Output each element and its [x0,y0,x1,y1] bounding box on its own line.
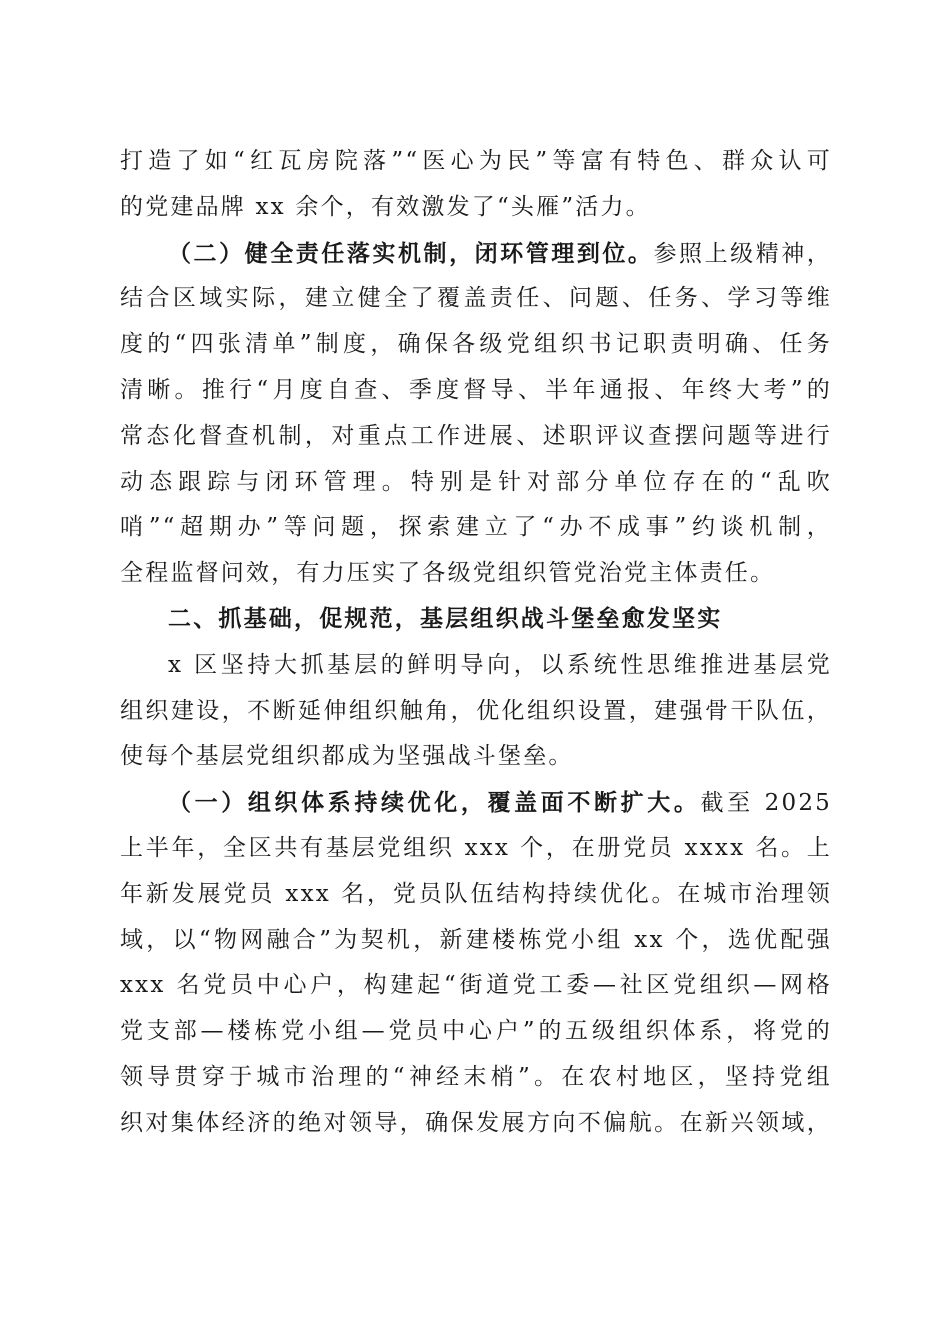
paragraph-line: 动态跟踪与闭环管理。特别是针对部分单位存在的“乱吹 [120,468,832,495]
paragraph-lead-bold: （一）组织体系持续优化，覆盖面不断扩大。 [168,789,701,817]
paragraph-line: 域，以“物网融合”为契机，新建楼栋党小组 xx 个，选优配强 [120,926,832,953]
paragraph-line: xxx 名党员中心户，构建起“街道党工委—社区党组织—网格 [120,972,832,999]
paragraph-line: 全程监督问效，有力压实了各级党组织管党治党主体责任。 [120,560,776,587]
section-heading: 二、抓基础，促规范，基层组织战斗堡垒愈发坚实 [168,605,723,632]
paragraph-line: 度的“四张清单”制度，确保各级党组织书记职责明确、任务 [120,331,832,358]
paragraph-line: 结合区域实际，建立健全了覆盖责任、问题、任务、学习等维 [120,285,832,312]
paragraph-line: 上半年，全区共有基层党组织 xxx 个，在册党员 xxxx 名。上 [120,834,832,861]
paragraph-first-line: x 区坚持大抓基层的鲜明导向，以系统性思维推进基层党 [168,651,832,678]
paragraph-line: 领导贯穿于城市治理的“神经末梢”。在农村地区，坚持党组 [120,1063,832,1090]
paragraph-text: 截至 2025 [700,790,832,817]
paragraph-text: 参照上级精神， [653,240,832,267]
paragraph-line: 的党建品牌 xx 余个，有效激发了“头雁”活力。 [120,193,651,220]
document-body [120,139,832,1147]
paragraph-line: 组织建设，不断延伸组织触角，优化组织设置，建强骨干队伍， [120,697,832,724]
paragraph-line: 常态化督查机制，对重点工作进展、述职评议查摆问题等进行 [120,422,832,449]
paragraph-first-line [120,231,832,277]
paragraph-line: 哨”“超期办”等问题，探索建立了“办不成事”约谈机制， [120,514,832,541]
paragraph-line: 织对集体经济的绝对领导，确保发展方向不偏航。在新兴领域， [120,1109,832,1136]
paragraph-first-line [120,780,832,826]
paragraph-line: 清晰。推行“月度自查、季度督导、半年通报、年终大考”的 [120,376,832,403]
paragraph-line: 打造了如“红瓦房院落”“医心为民”等富有特色、群众认可 [120,148,832,174]
paragraph-lead-bold: （二）健全责任落实机制，闭环管理到位。 [168,239,654,267]
paragraph-line: 使每个基层党组织都成为坚强战斗堡垒。 [120,743,574,770]
paragraph-line: 党支部—楼栋党小组—党员中心户”的五级组织体系，将党的 [120,1018,832,1045]
paragraph-line: 年新发展党员 xxx 名，党员队伍结构持续优化。在城市治理领 [120,880,832,907]
